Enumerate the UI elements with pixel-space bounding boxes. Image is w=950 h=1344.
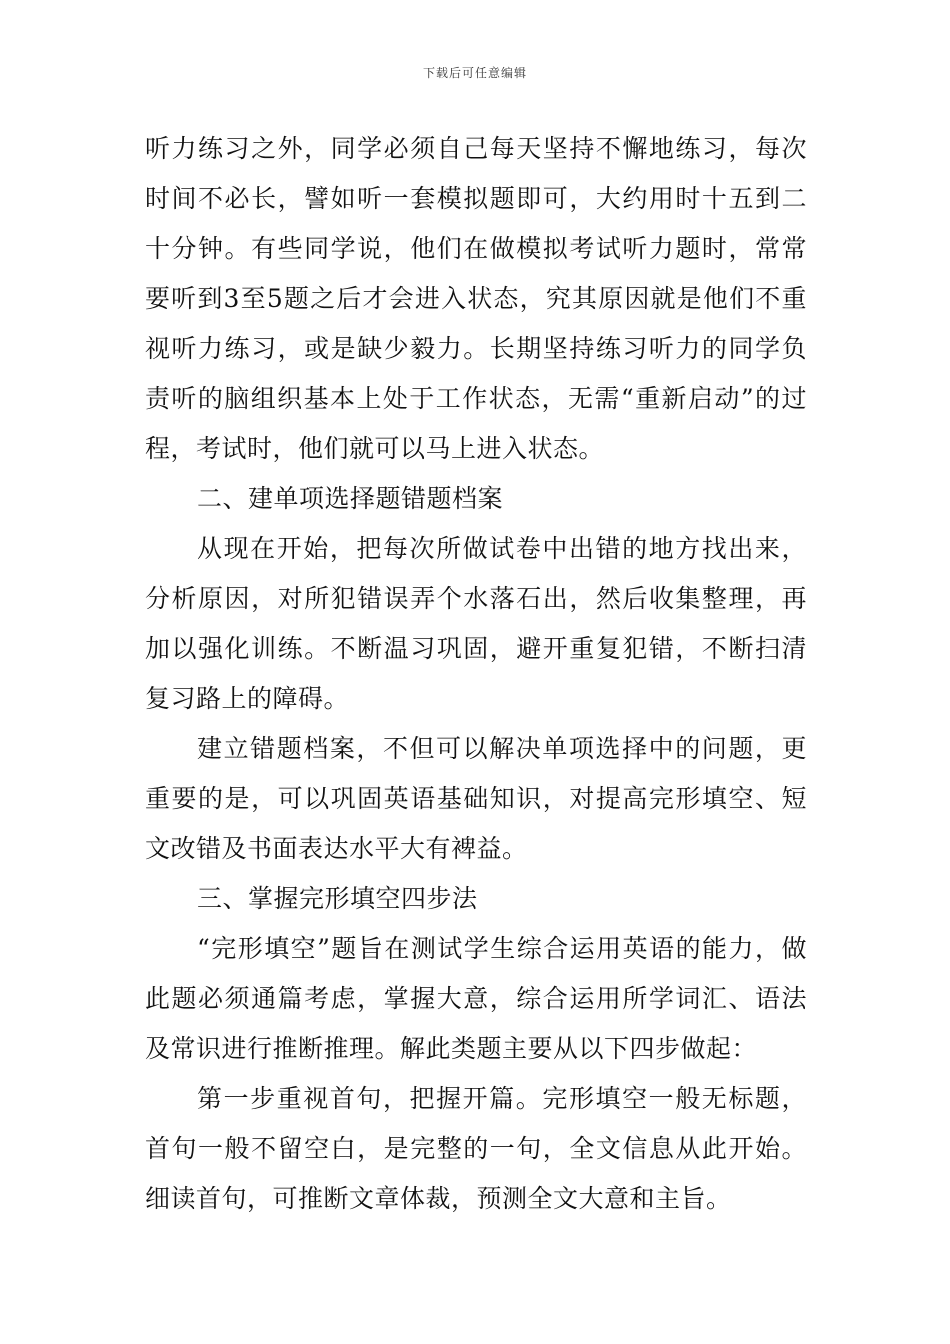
paragraph-listening-practice: 听力练习之外，同学必须自己每天坚持不懈地练习，每次时间不必长，譬如听一套模拟题即可，大约用时十五到二十分钟。有些同学说，他们在做模拟考试听力题时，常常要听到3至5题之后才会进入状态，究其原因就是他们不重视听力练习，或是缺少毅力。长期坚持练习听力的同学负责听的脑组织基本上处于工作状态，无需“重新启动”的过程，考试时，他们就可以马上进入状态。: [145, 134, 807, 463]
paragraph-step-one: 第一步重视首句，把握开篇。完形填空一般无标题，首句一般不留空白，是完整的一句，全文信息从此开始。细读首句，可推断文章体裁，预测全文大意和主旨。: [145, 1084, 807, 1213]
section-heading-error-archive: 二、建单项选择题错题档案: [197, 484, 504, 513]
page-header: 下载后可任意编辑: [422, 66, 527, 80]
paragraph-error-collection: 从现在开始，把每次所做试卷中出错的地方找出来，分析原因，对所犯错误弄个水落石出，然后收集整理，再加以强化训练。不断温习巩固，避开重复犯错，不断扫清复习路上的障碍。: [145, 534, 807, 713]
document-body: [145, 124, 807, 1224]
paragraph-cloze-intro: “完形填空”题旨在测试学生综合运用英语的能力，做此题必须通篇考虑，掌握大意，综合运用所学词汇、语法及常识进行推断推理。解此类题主要从以下四步做起：: [145, 934, 807, 1063]
paragraph-error-archive-benefits: 建立错题档案，不但可以解决单项选择中的问题，更重要的是，可以巩固英语基础知识，对提高完形填空、短文改错及书面表达水平大有裨益。: [145, 734, 807, 863]
section-heading-cloze-four-steps: 三、掌握完形填空四步法: [197, 884, 478, 913]
